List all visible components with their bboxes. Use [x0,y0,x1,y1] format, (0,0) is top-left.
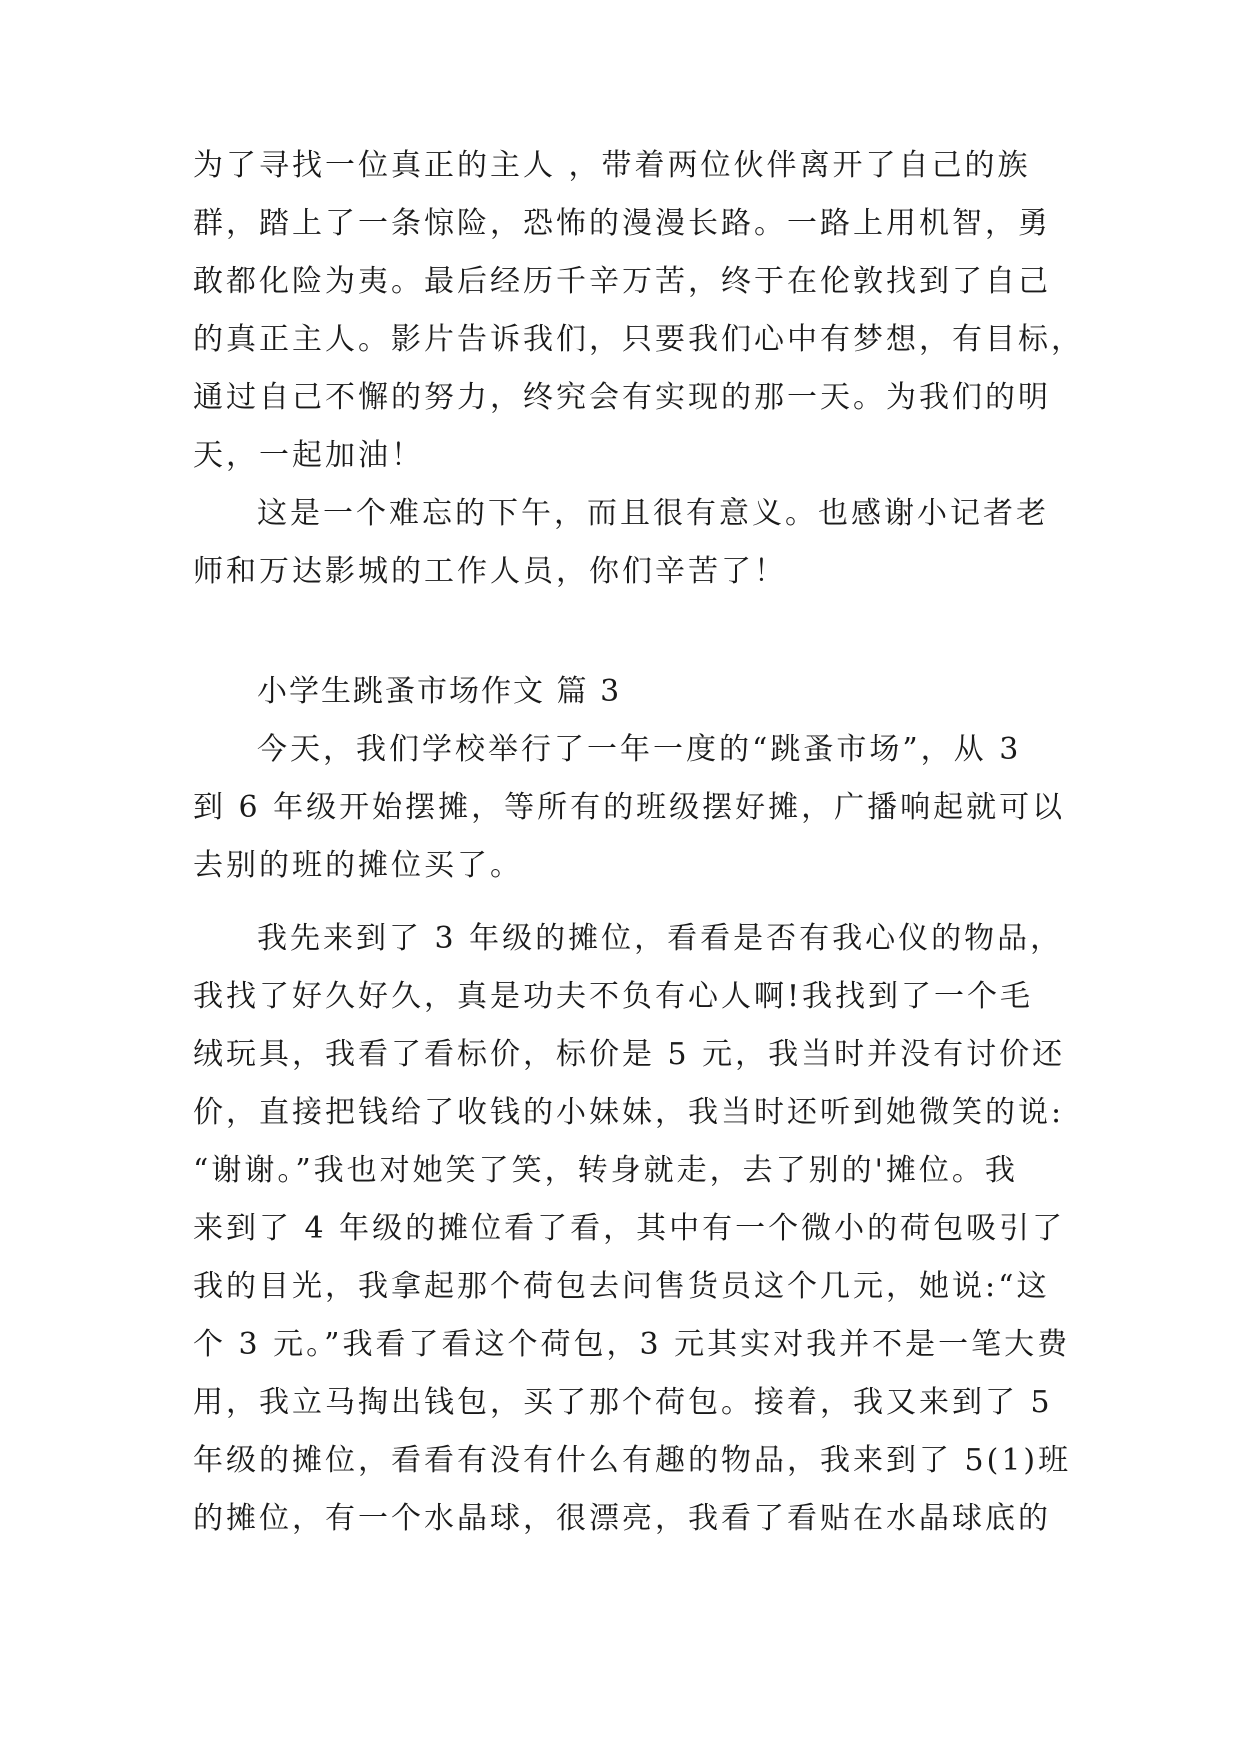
text-line: 价，直接把钱给了收钱的小妹妹，我当时还听到她微笑的说: [193,1095,1065,1130]
text-line: 敢都化险为夷。最后经历千辛万苦，终于在伦敦找到了自己 [193,264,1051,299]
text-line: 群，踏上了一条惊险，恐怖的漫漫长路。一路上用机智，勇 [193,206,1051,241]
text-line: 我的目光，我拿起那个荷包去问售货员这个几元，她说:“这 [193,1269,1050,1304]
text-line: 我找了好久好久，真是功夫不负有心人啊!我找到了一个毛 [193,979,1034,1014]
text-line: 来到了 4 年级的摊位看了看，其中有一个微小的荷包吸引了 [193,1211,1066,1246]
text-line: 到 6 年级开始摆摊，等所有的班级摆好摊，广播响起就可以 [193,790,1066,825]
text-line: 为了寻找一位真正的主人 ，带着两位伙伴离开了自己的族 [193,148,1031,183]
paragraph-first-line: 这是一个难忘的下午，而且很有意义。也感谢小记者老 [257,496,1049,531]
text-line: “谢谢。”我也对她笑了笑，转身就走，去了别的'摊位。我 [193,1153,1018,1188]
text-line: 用，我立马掏出钱包，买了那个荷包。接着，我又来到了 5 [193,1385,1053,1420]
text-line: 年级的摊位，看看有没有什么有趣的物品，我来到了 5(1)班 [193,1443,1072,1478]
text-line: 去别的班的摊位买了。 [193,848,523,883]
text-line: 师和万达影城的工作人员，你们辛苦了！ [193,554,787,589]
text-line: 个 3 元。”我看了看这个荷包，3 元其实对我并不是一笔大费 [193,1327,1071,1362]
text-line: 通过自己不懈的努力，终究会有实现的那一天。为我们的明 [193,380,1051,415]
paragraph-first-line: 我先来到了 3 年级的摊位，看看是否有我心仪的物品， [257,921,1064,956]
section-heading: 小学生跳蚤市场作文 篇 3 [257,674,622,709]
text-line: 绒玩具，我看了看标价，标价是 5 元，我当时并没有讨价还 [193,1037,1066,1072]
text-line: 天，一起加油！ [193,438,424,473]
text-line: 的真正主人。影片告诉我们，只要我们心中有梦想，有目标， [193,322,1084,357]
paragraph-first-line: 今天，我们学校举行了一年一度的“跳蚤市场”，从 3 [257,732,1022,767]
text-line: 的摊位，有一个水晶球，很漂亮，我看了看贴在水晶球底的 [193,1501,1051,1536]
